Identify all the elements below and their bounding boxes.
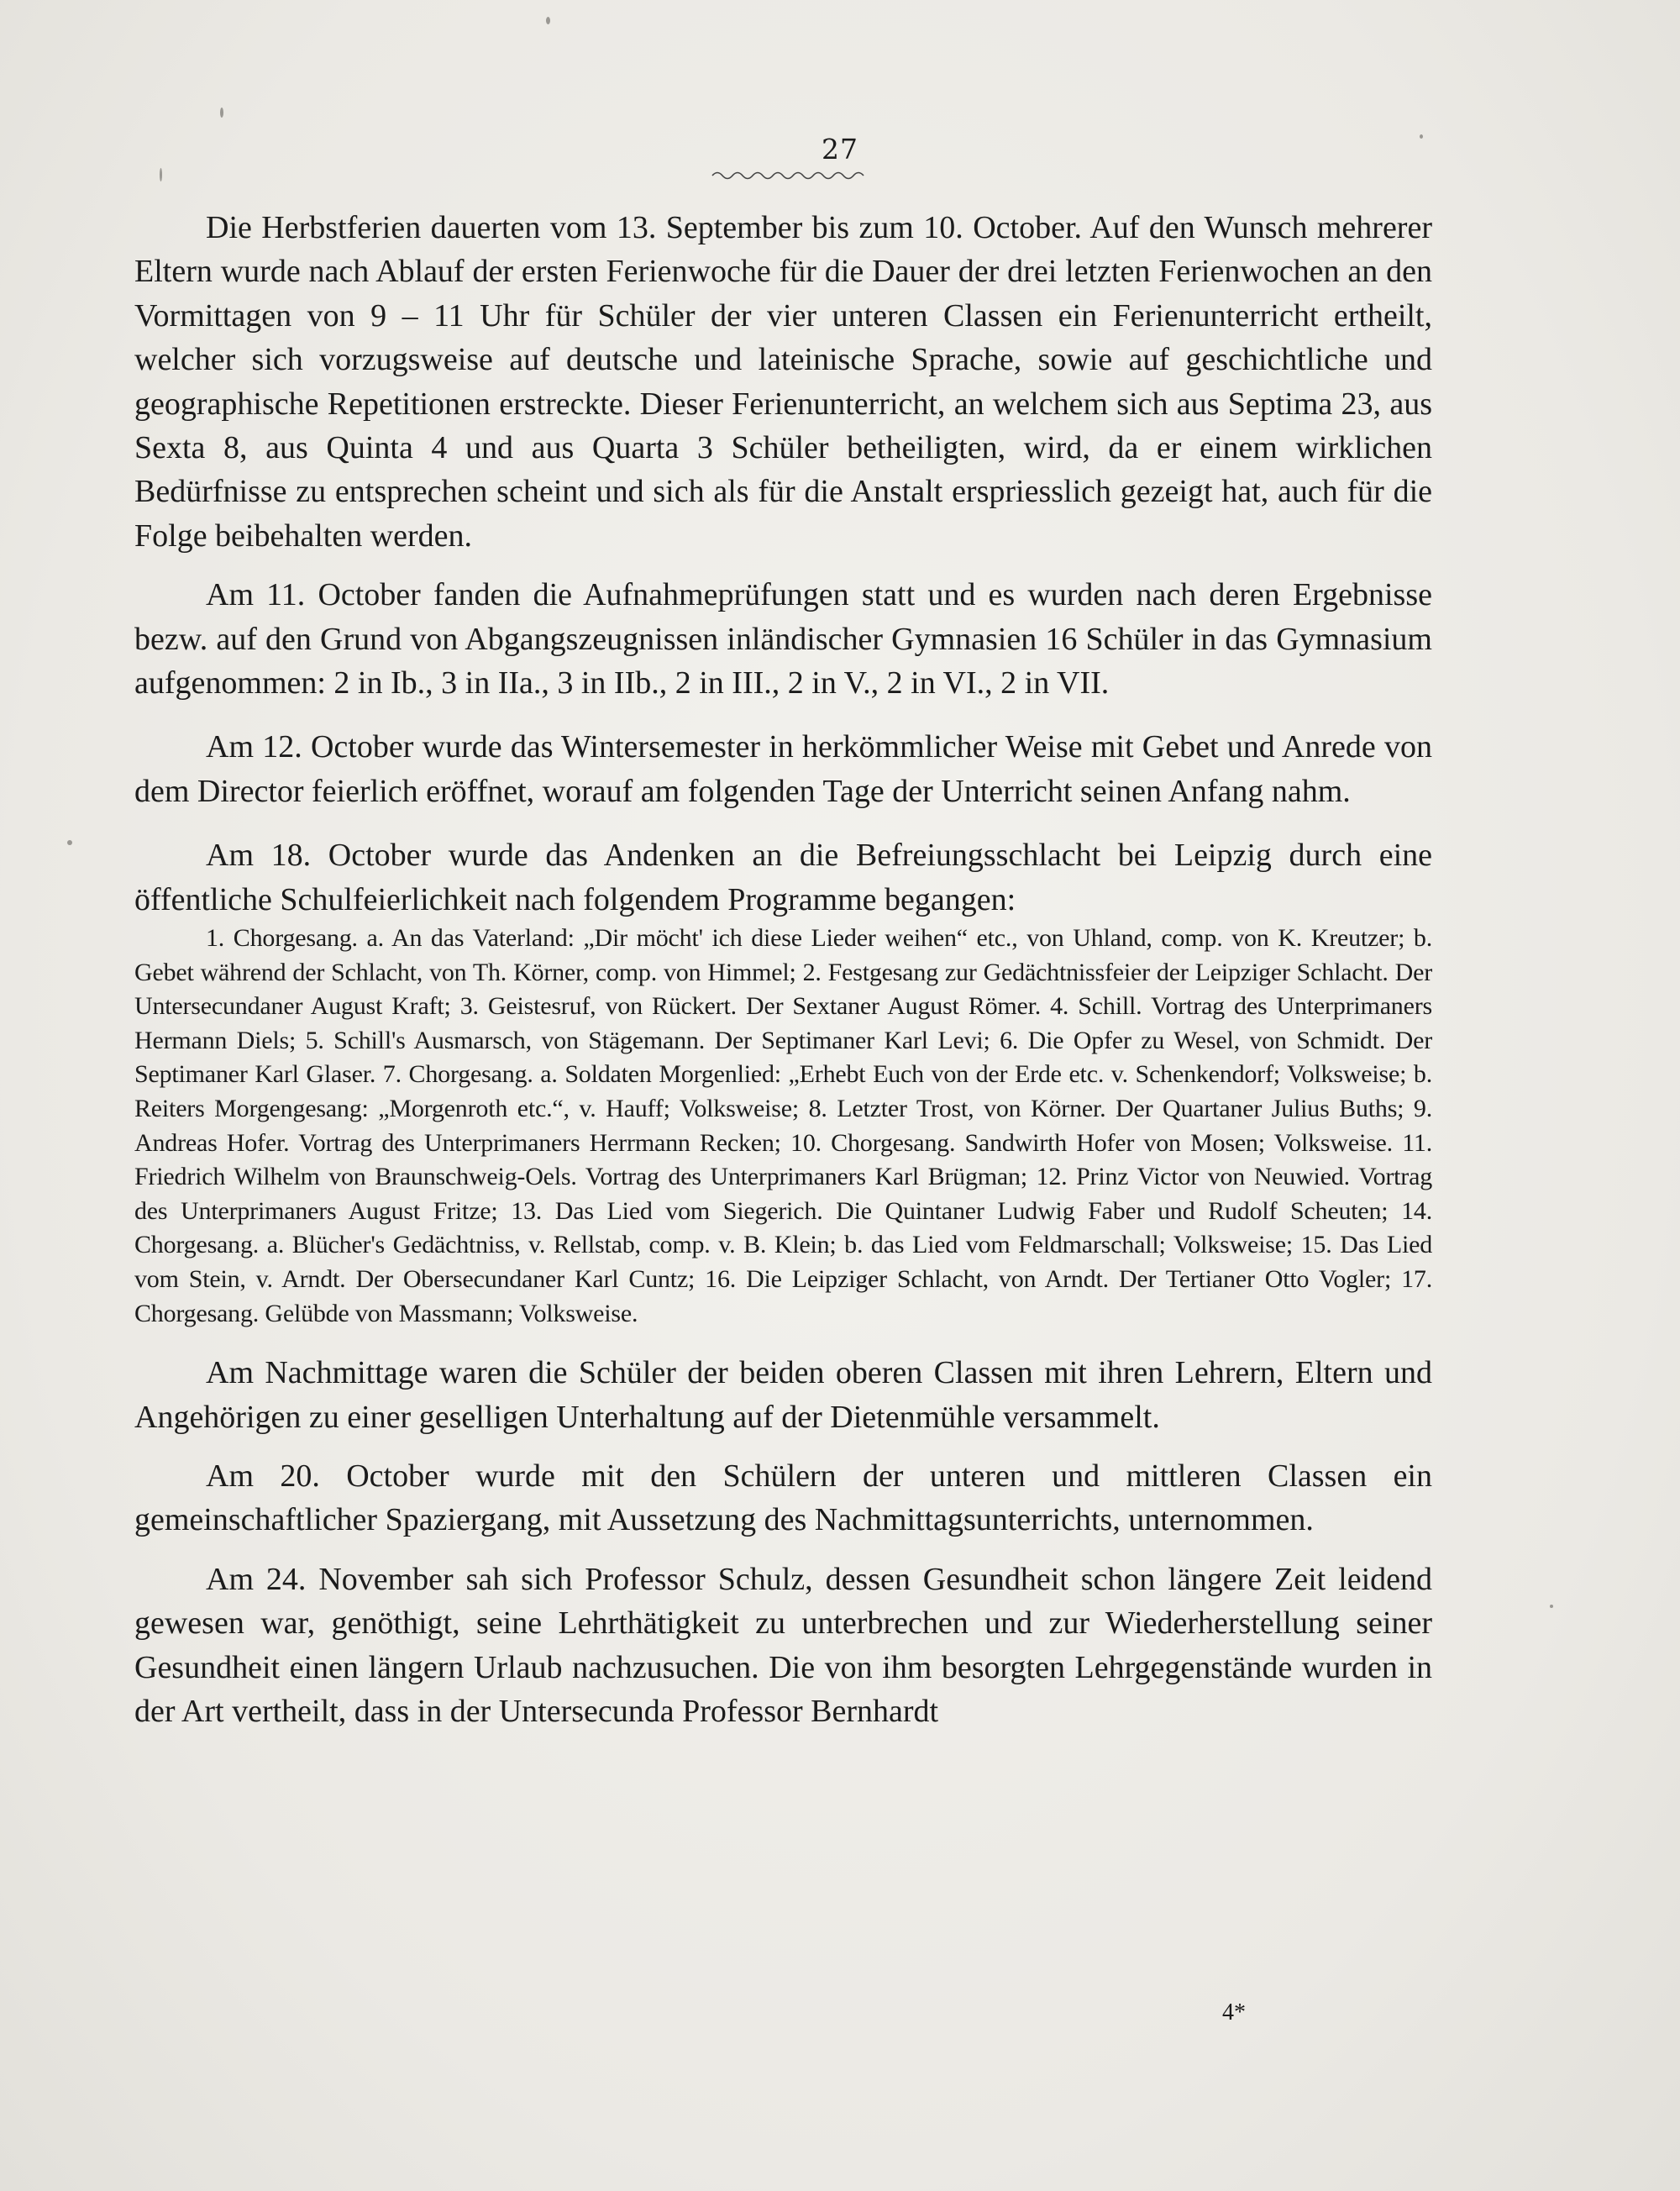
paper-speck [1420,134,1423,139]
paper-speck [67,840,72,845]
paragraph-befreiungsschlacht: Am 18. October wurde das Andenken an die Befreiungsschlacht bei Leipzig durch eine öffentliche Schulfeierlichkeit nach folgendem Programme begangen: [134,838,1432,917]
paragraph-professor-schulz: Am 24. November sah sich Professor Schulz, dessen Gesundheit schon längere Zeit leidend gewesen war, genöthigt, seine Lehrthätigkeit zu unterbrechen und zur Wiederherstellung seiner Gesundheit einen längern Urlaub nachzusuchen. Die von ihm besorgten Lehrgegenstände wurden in der Art vertheilt, dass in der Untersecunda Professor Bernhardt [134,1561,1432,1730]
printer-signature-mark: 4* [1222,1999,1246,2025]
paragraph-wintersemester: Am 12. October wurde das Wintersemester in herkömmlicher Weise mit Gebet und Anrede von dem Director feierlich eröffnet, worauf am folgenden Tage der Unterricht seinen Anfang nahm. [134,729,1432,809]
festival-program: 1. Chorgesang. a. An das Vaterland: „Dir möcht' ich diese Lieder weihen“ etc., von Uhland, comp. von K. Kreutzer; b. Gebet während der Schlacht, von Th. Körner, comp. von Himmel; 2. Festgesang zur Gedächtnissfeier der Leipziger Schlacht. Der Untersecundaner August Kraft; 3. Geistesruf, von Rückert. Der Sextaner August Römer. 4. Schill. Vortrag des Unterprimaners Hermann Diels; 5. Schill's Ausmarsch, von Stägemann. Der Septimaner Karl Levi; 6. Die Opfer zu Wesel, von Schmidt. Der Septimaner Karl Glaser. 7. Chorgesang. a. Soldaten Morgenlied: „Erhebt Euch von der Erde etc. v. Schenkendorf; Volksweise; b. Reiters Morgengesang: „Morgenroth etc.“, v. Hauff; Volksweise; 8. Letzter Trost, von Körner. Der Quartaner Julius Buths; 9. Andreas Hofer. Vortrag des Unterprimaners Herrmann Recken; 10. Chorgesang. Sandwirth Hofer von Mosen; Volksweise. 11. Friedrich Wilhelm von Braunschweig-Oels. Vortrag des Unterprimaners Karl Brügman; 12. Prinz Victor von Neuwied. Vortrag des Unterprimaners August Fritze; 13. Das Lied vom Siegerich. Die Quintaner Ludwig Faber und Rudolf Scheuten; 14. Chorgesang. a. Blücher's Gedächtniss, v. Rellstab, comp. v. B. Klein; b. das Lied vom Feldmarschall; Volksweise; 15. Das Lied vom Stein, v. Arndt. Der Obersecundaner Karl Cuntz; 16. Die Leipziger Schlacht, von Arndt. Der Tertianer Otto Vogler; 17. Chorgesang. Gelübde von Massmann; Volksweise. [134,924,1432,1327]
paragraph-spaziergang: Am 20. October wurde mit den Schülern der unteren und mittleren Classen ein gemeinschaftlicher Spaziergang, mit Aussetzung des Nachmittagsunterrichts, unternommen. [134,1458,1432,1538]
paragraph-herbstferien: Die Herbstferien dauerten vom 13. September bis zum 10. October. Auf den Wunsch mehrerer Eltern wurde nach Ablauf der ersten Ferienwoche für die Dauer der drei letzten Ferienwochen an den Vormittagen von 9 – 11 Uhr für Schüler der vier unteren Classen ein Ferienunterricht ertheilt, welcher sich vorzugsweise auf deutsche und lateinische Sprache, sowie auf geschichtliche und geographische Repetitionen erstreckte. Dieser Ferienunterricht, an welchem sich aus Septima 23, aus Sexta 8, aus Quinta 4 und aus Quarta 3 Schüler betheiligten, wird, da er einem wirklichen Bedürfnisse zu entsprechen scheint und sich als für die Anstalt erspriesslich gezeigt hat, auch für die Folge beibehalten werden. [134,210,1432,554]
paper-speck [1550,1605,1553,1608]
wavy-rule-ornament [711,168,870,181]
page-number: 27 [822,133,858,166]
page-body [134,206,1432,1733]
paper-speck [220,108,223,118]
paragraph-aufnahmepruefungen: Am 11. October fanden die Aufnahmeprüfungen statt und es wurden nach deren Ergebnisse bezw. auf den Grund von Abgangszeugnissen inländischer Gymnasien 16 Schüler in das Gymnasium aufgenommen: 2 in Ib., 3 in IIa., 3 in IIb., 2 in III., 2 in V., 2 in VI., 2 in VII. [134,577,1432,701]
paragraph-nachmittag: Am Nachmittage waren die Schüler der beiden oberen Classen mit ihren Lehrern, Eltern und Angehörigen zu einer geselligen Unterhaltung auf der Dietenmühle versammelt. [134,1355,1432,1435]
paper-speck [546,17,550,24]
paper-speck [160,168,162,181]
